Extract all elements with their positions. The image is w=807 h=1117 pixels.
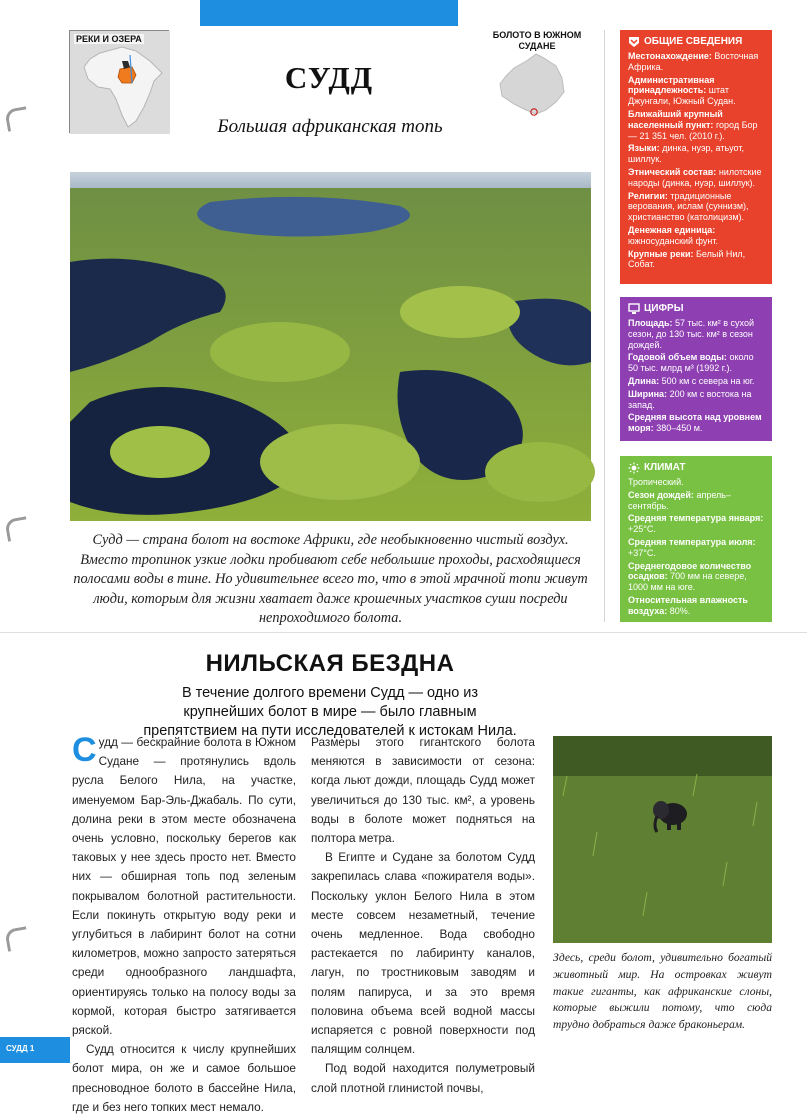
general-info-item: Денежная единица: южносуданский фунт. — [628, 224, 718, 246]
figures-title: ЦИФРЫ — [628, 303, 764, 315]
page-title: СУДД — [284, 60, 374, 95]
section-lead: В течение долгого времени Судд — одно из крупнейших болот в мире — было главным препятствием на пути исследователей к истокам Нила. — [143, 685, 517, 739]
climate-item: Среднегодовое количество осадков: 700 мм на севере, 1000 мм на юге. — [628, 560, 752, 593]
climate-item: Сезон дождей: апрель–сентябрь. — [628, 489, 731, 511]
article-paragraph: Судд — бескрайние болота в Южном Судане — протянулись вдоль русла Белого Нила, на участке, именуемом Бар-Эль-Джабаль. По сути, долина реки в этом месте обозначена очень условно, поскольку берегов как таковых у нее здесь просто нет. Вместо них — обширная топь под зеленым покрывалом болотной растительности. Если покинуть открытую воду реки и углубиться в лабиринт болот на сотни километров, можно запросто затеряться среди однообразного ландшафта, ориентируясь только на полосу воды за кормой, которая быстро затягивается ряской. — [72, 731, 296, 1038]
figures-item: Ширина: 200 км с востока на запад. — [628, 388, 752, 410]
monitor-icon — [628, 303, 640, 315]
map-label-rivers: РЕКИ И ОЗЕРА — [76, 34, 142, 44]
africa-map-icon — [70, 31, 170, 134]
swamp-photo-icon — [70, 172, 591, 521]
climate-item: Тропический. — [628, 477, 684, 487]
general-info-item: Крупные реки: Белый Нил, Собат. — [628, 248, 746, 270]
article-column-1 — [72, 733, 296, 1117]
climate-item: Относительная влажность воздуха: 80%. — [628, 594, 748, 616]
climate-item: Средняя температура января: +25°C. — [628, 513, 764, 535]
article-paragraph: В Египте и Судане за болотом Судд закрепилась слава «пожирателя воды». Поскольку уклон Белого Нила в этом месте совсем незаметный, течение очень медленное. Вода свободно растекается по лабиринту каналов, лагун, по тростниковым заводям и полям папируса, и за это время половина объема всей водной массы испаряется с ровной поверхности под палящим солнцем. — [311, 850, 535, 1057]
footer-page-label: СУДД 1 — [0, 1037, 70, 1063]
general-info-item: Местонахождение: Восточная Африка. — [628, 51, 759, 72]
article-paragraph: Под водой находится полуметровый слой плотной глинистой почвы, — [311, 1061, 535, 1095]
general-info-title: ОБЩИЕ СВЕДЕНИЯ — [628, 36, 764, 48]
general-info-item: Административная принадлежность: штат Джунгали, Южный Судан. — [628, 74, 736, 107]
elephant-photo-caption: Здесь, среди болот, удивительно богатый животный мир. На островках живут такие гиганты, как африканские слоны, которые выжили потому, что сюда трудно добраться даже браконьерам. — [553, 951, 772, 1032]
sun-icon — [628, 462, 640, 474]
general-info-box — [620, 30, 772, 284]
binder-hole-icon — [4, 106, 29, 131]
swamp-aerial-photo — [70, 172, 591, 521]
figures-item: Средняя высота над уровнем моря: 380–450 м. — [628, 412, 762, 434]
shield-icon — [628, 36, 640, 48]
article-column-2 — [311, 733, 535, 1098]
main-photo-caption: Судд — страна болот на востоке Африки, где необыкновенно чистый воздух. Вместо тропинок узкие лодки пробивают себе небольшие проходы, расходящиеся полосами воды в тине. Но удивительнее всего то, что в этой мрачной топи живут люди, которым для жизни хватает даже крошечных участков суши посреди непроходимого болота. — [73, 532, 588, 627]
figures-box — [620, 297, 772, 441]
elephant-photo — [553, 736, 772, 943]
section-divider — [0, 632, 807, 633]
article-paragraph: Размеры этого гигантского болота меняются в зависимости от сезона: когда льют дожди, площадь Судд может увеличиться до 130 тыс. км², а уровень воды в болоте может подняться на полтора метра. — [311, 735, 535, 846]
sudan-locator-map — [492, 30, 582, 130]
climate-title: КЛИМАТ — [628, 462, 764, 474]
general-info-item: Этнический состав: нилотские народы (динка, нуэр, шиллук). — [628, 166, 762, 188]
general-info-item: Языки: динка, нуэр, атьуот, шиллук. — [628, 143, 744, 165]
figures-item: Длина: 500 км с севера на юг. — [628, 375, 755, 386]
general-info-item: Религии: традиционные верования, ислам (суннизм), христианство (католицизм). — [628, 190, 749, 223]
climate-item: Средняя температура июля: +37°C. — [628, 536, 756, 558]
section-title: НИЛЬСКАЯ БЕЗДНА — [205, 650, 455, 677]
africa-locator-map — [69, 30, 169, 133]
binder-hole-icon — [4, 926, 29, 951]
south-sudan-map-icon — [492, 30, 582, 130]
column-divider — [604, 30, 605, 622]
elephant-photo-icon — [553, 736, 772, 943]
binder-hole-icon — [4, 516, 29, 541]
drop-cap: С — [72, 731, 97, 769]
map-label-swamp: БОЛОТО В ЮЖНОМ СУДАНЕ — [492, 30, 582, 51]
general-info-item: Ближайший крупный населенный пункт: город Бор — 21 351 чел. (2010 г.). — [628, 108, 758, 141]
climate-box — [620, 456, 772, 622]
figures-item: Площадь: 57 тыс. км² в сухой сезон, до 130 тыс. км² в сезон дождей. — [628, 318, 754, 350]
article-paragraph: Судд относится к числу крупнейших болот мира, он же и самое большое пресноводное болото в бассейне Нила, где и без него топких мест немало. — [72, 1042, 296, 1114]
top-color-tab — [200, 0, 458, 26]
figures-item: Годовой объем воды: около 50 тыс. млрд м³ (1992 г.). — [628, 352, 754, 374]
page-subtitle: Большая африканская топь — [217, 116, 443, 137]
